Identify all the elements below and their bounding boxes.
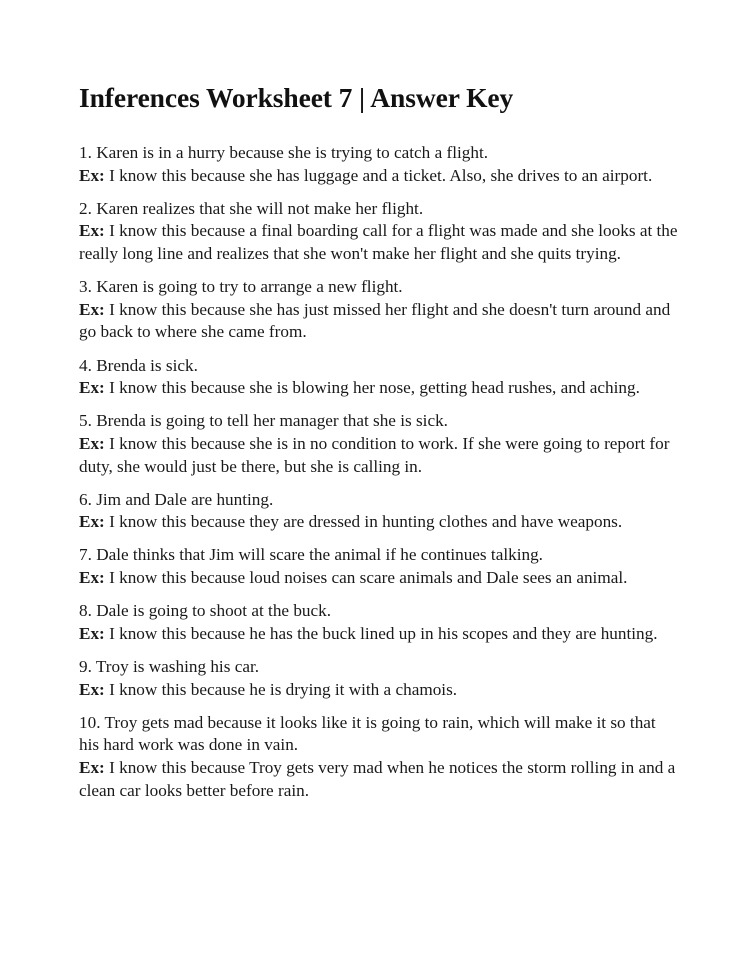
answer-statement (79, 410, 679, 433)
explanation-text: I know this because loud noises can scare animals and Dale sees an animal. (109, 568, 628, 588)
answer-text: Jim and Dale are hunting. (96, 489, 274, 509)
item-number: 3. (79, 277, 92, 297)
explanation (79, 679, 679, 702)
ex-label: Ex: (79, 378, 105, 398)
ex-label: Ex: (79, 512, 105, 532)
explanation (79, 511, 679, 534)
answer-statement (79, 142, 679, 165)
answer-statement (79, 712, 679, 757)
explanation (79, 165, 679, 188)
explanation-text: I know this because he is drying it with a chamois. (109, 679, 458, 699)
answer-text: Brenda is sick. (96, 355, 198, 375)
ex-label: Ex: (79, 433, 105, 453)
answer-item-7 (79, 544, 679, 589)
answer-item-9 (79, 656, 679, 701)
answer-statement (79, 355, 679, 378)
item-number: 8. (79, 601, 92, 621)
answer-item-2 (79, 198, 679, 266)
answer-item-8 (79, 600, 679, 645)
item-number: 6. (79, 489, 92, 509)
answer-item-3 (79, 276, 679, 344)
answer-item-1 (79, 142, 679, 187)
item-number: 4. (79, 355, 92, 375)
answer-item-10 (79, 712, 679, 802)
page-title: Inferences Worksheet 7 | Answer Key (79, 82, 514, 113)
answer-item-6 (79, 489, 679, 534)
explanation (79, 377, 679, 400)
explanation-text: I know this because she has just missed her flight and she doesn't turn around and go back to where she came from. (79, 299, 671, 342)
answer-text: Troy is washing his car. (95, 657, 260, 677)
explanation-text: I know this because she is in no condition to work. If she were going to report for duty, she would just be there, but she is calling in. (79, 433, 670, 476)
ex-label: Ex: (79, 679, 105, 699)
answer-text: Karen is going to try to arrange a new flight. (96, 277, 403, 297)
answer-text: Dale is going to shoot at the buck. (96, 601, 332, 621)
explanation-text: I know this because she has luggage and a ticket. Also, she drives to an airport. (109, 165, 653, 185)
explanation (79, 757, 679, 802)
item-number: 7. (79, 545, 92, 565)
answer-text: Brenda is going to tell her manager that she is sick. (96, 411, 448, 431)
explanation-text: I know this because he has the buck lined up in his scopes and they are hunting. (109, 623, 658, 643)
answer-statement (79, 544, 679, 567)
ex-label: Ex: (79, 623, 105, 643)
item-number: 9. (79, 657, 92, 677)
explanation-text: I know this because she is blowing her nose, getting head rushes, and aching. (109, 378, 640, 398)
answer-statement (79, 600, 679, 623)
answer-statement (79, 276, 679, 299)
ex-label: Ex: (79, 758, 105, 777)
answer-statement (79, 198, 679, 221)
answer-statement (79, 656, 679, 679)
explanation-text: I know this because Troy gets very mad when he notices the storm rolling in and a clean car looks better before rain. (79, 758, 676, 800)
answer-text: Karen is in a hurry because she is trying to catch a flight. (96, 143, 489, 162)
explanation-text: I know this because a final boarding call for a flight was made and she looks at the really long line and realizes that she won't make her flight and she quits trying. (79, 221, 678, 263)
explanation (79, 623, 679, 646)
item-number: 5. (79, 411, 92, 431)
explanation (79, 299, 679, 344)
ex-label: Ex: (79, 165, 105, 185)
answer-text: Troy gets mad because it looks like it is going to rain, which will make it so that his hard work was done in vain. (79, 712, 656, 755)
explanation (79, 220, 679, 265)
ex-label: Ex: (79, 299, 105, 319)
answer-item-4 (79, 355, 679, 400)
explanation (79, 433, 679, 478)
ex-label: Ex: (79, 568, 105, 588)
answer-list (79, 142, 679, 813)
item-number: 10. (79, 712, 101, 732)
answer-text: Dale thinks that Jim will scare the animal if he continues talking. (96, 545, 543, 565)
item-number: 1. (79, 143, 92, 162)
item-number: 2. (79, 198, 92, 218)
answer-statement (79, 489, 679, 512)
ex-label: Ex: (79, 221, 105, 241)
explanation-text: I know this because they are dressed in hunting clothes and have weapons. (109, 512, 623, 532)
explanation (79, 567, 679, 590)
answer-text: Karen realizes that she will not make her flight. (96, 198, 424, 218)
answer-item-5 (79, 410, 679, 478)
